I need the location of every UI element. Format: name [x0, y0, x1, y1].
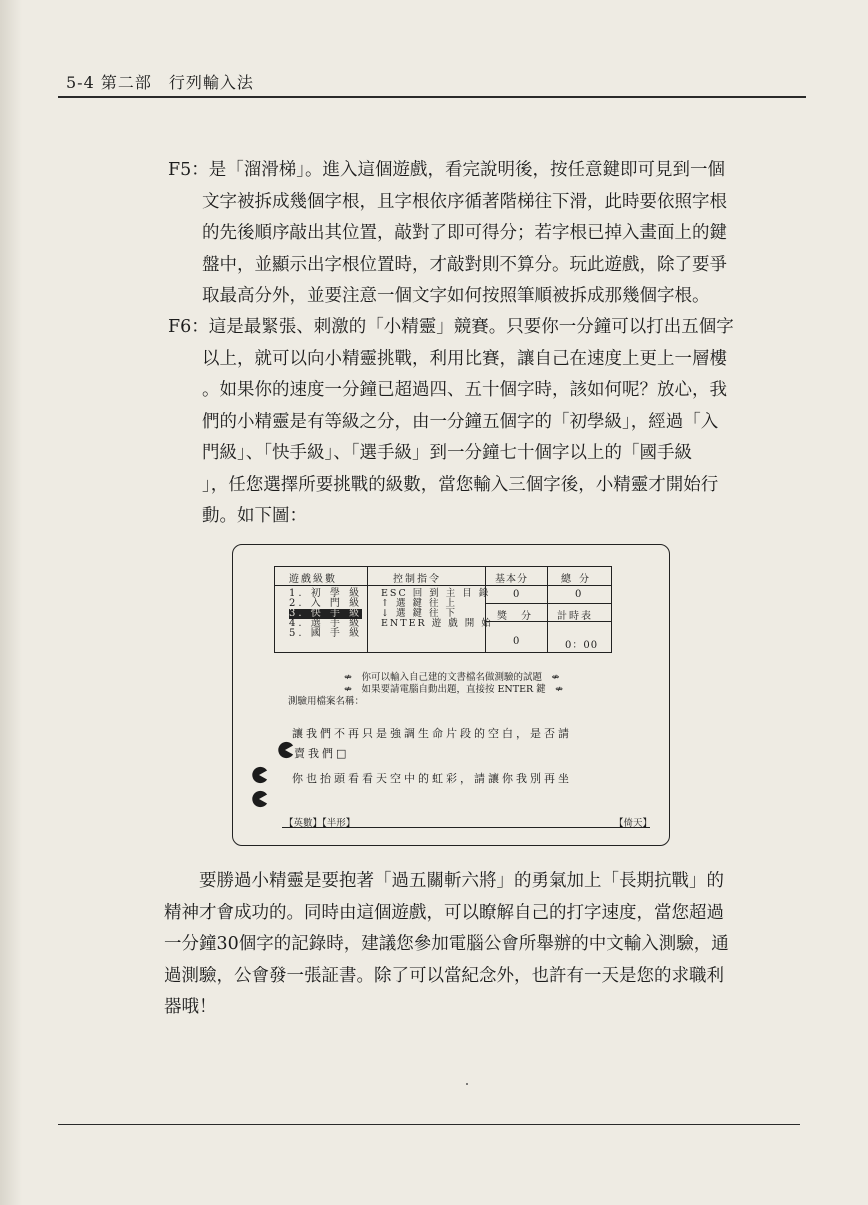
- input-mode-status: 【英數】【半形】: [284, 818, 356, 829]
- paragraph-f6: [168, 312, 746, 533]
- f5-line: 的先後順序敲出其位置，敲對了即可得分；若字根已掉入畫面上的鍵: [202, 223, 727, 243]
- level-item[interactable]: 2. 入 門 級: [289, 598, 363, 609]
- closing-line: 過測驗，公會發一張証書。除了可以當紀念外，也許有一天是您的求職利: [164, 965, 724, 986]
- f6-line: 們的小精靈是有等級之分，由一分鐘五個字的「初學級」，經過「入: [202, 411, 719, 432]
- table-divider: [275, 585, 611, 586]
- pacman-icon: [250, 790, 268, 808]
- prompt-hint-2: ⇎ 如果要請電腦自動出題，直接按 ENTER 鍵 ⇎: [344, 684, 564, 695]
- f5-line: 文字被拆成幾個字根，且字根依序循著階梯往下滑，此時要依照字根: [202, 191, 727, 212]
- f5-line: F5：是「溜滑梯」。進入這個遊戲，看完說明後，按任意鍵即可見到一個: [168, 160, 726, 180]
- typing-input-line[interactable]: 賣我們□: [294, 747, 350, 760]
- table-divider: [367, 567, 368, 652]
- level-item-selected[interactable]: 3. 快 手 級: [289, 608, 363, 619]
- closing-line: 一分鐘30個字的記錄時，建議您參加電腦公會所舉辦的中文輸入測驗，通: [164, 934, 729, 954]
- f6-line: 」，任您選擇所要挑戰的級數，當您輸入三個字後，小精靈才開始行: [202, 474, 719, 495]
- total-score-value: 0: [575, 589, 584, 600]
- header-rule: [58, 96, 806, 98]
- page-speck: [466, 1083, 468, 1085]
- col-header-total-score: 總分: [561, 574, 597, 585]
- typing-target-line-2: 你也抬頭看看天空中的虹彩，請讓你我別再坐: [292, 772, 572, 785]
- timer-label: 計時表: [557, 611, 593, 622]
- filename-label: 測驗用檔案名稱：: [288, 696, 365, 707]
- closing-line: 精神才會成功的。同時由這個遊戲，可以瞭解自己的打字速度，當您超過: [164, 902, 724, 923]
- closing-line: 器哦！: [164, 997, 217, 1017]
- level-item[interactable]: 1. 初 學 級: [289, 588, 363, 599]
- input-method-status: 【倚天】: [614, 818, 653, 829]
- col-header-commands: 控制指令: [393, 574, 441, 585]
- command-item: ESC 回 到 主 目 錄: [381, 588, 491, 599]
- base-score-value: 0: [513, 589, 522, 600]
- paragraph-closing: [164, 866, 754, 1024]
- paragraph-f5: [168, 155, 746, 313]
- f6-line: 以上，就可以向小精靈挑戰，利用比賽，讓自己在速度上更上一層樓: [202, 348, 727, 369]
- f6-line: 動。如下圖：: [202, 506, 307, 526]
- score-table: [274, 566, 612, 653]
- command-item: ↓ 選 鍵 往 下: [381, 608, 458, 619]
- table-divider: [485, 603, 611, 604]
- typing-target-line-1: 讓我們不再只是強調生命片段的空白，是否請: [292, 727, 572, 740]
- level-item[interactable]: 5. 國 手 級: [289, 628, 363, 639]
- pacman-icon: [276, 741, 294, 759]
- bonus-label: 獎 分: [497, 611, 533, 622]
- f5-line: 取最高分外，並要注意一個文字如何按照筆順被拆成那幾個字根。: [202, 286, 710, 306]
- f5-line: 盤中，並顯示出字根位置時，才敲對則不算分。玩此遊戲，除了要爭: [202, 254, 727, 275]
- f6-line: 。如果你的速度一分鐘已超過四、五十個字時，該如何呢？放心，我: [202, 380, 727, 400]
- table-divider: [547, 567, 548, 652]
- command-item: ↑ 選 鍵 往 上: [381, 598, 458, 609]
- timer-value: 0：00: [565, 640, 599, 651]
- footer-rule: [58, 1124, 800, 1125]
- table-divider: [485, 567, 486, 652]
- closing-line: 要勝過小精靈是要抱著「過五關斬六將」的勇氣加上「長期抗戰」的: [164, 871, 724, 891]
- page-header: 5-4 第二部 行列輸入法: [66, 73, 254, 92]
- prompt-hint-1: ⇎ 你可以輸入自己建的文書檔名做測驗的試題 ⇎: [344, 672, 560, 683]
- command-item: ENTER 遊 戲 開 始: [381, 618, 493, 629]
- col-header-base-score: 基本分: [495, 574, 528, 585]
- col-header-levels: 遊戲級數: [289, 574, 337, 585]
- f6-line: F6：這是最緊張、刺激的「小精靈」競賽。只要你一分鐘可以打出五個字: [168, 317, 734, 337]
- level-item[interactable]: 4. 選 手 級: [289, 618, 363, 629]
- pacman-icon: [250, 766, 268, 784]
- paper-edge: [0, 0, 22, 1205]
- bonus-value: 0: [513, 636, 522, 647]
- f6-line: 門級」、「快手級」、「選手級」到一分鐘七十個字以上的「國手級: [202, 443, 692, 463]
